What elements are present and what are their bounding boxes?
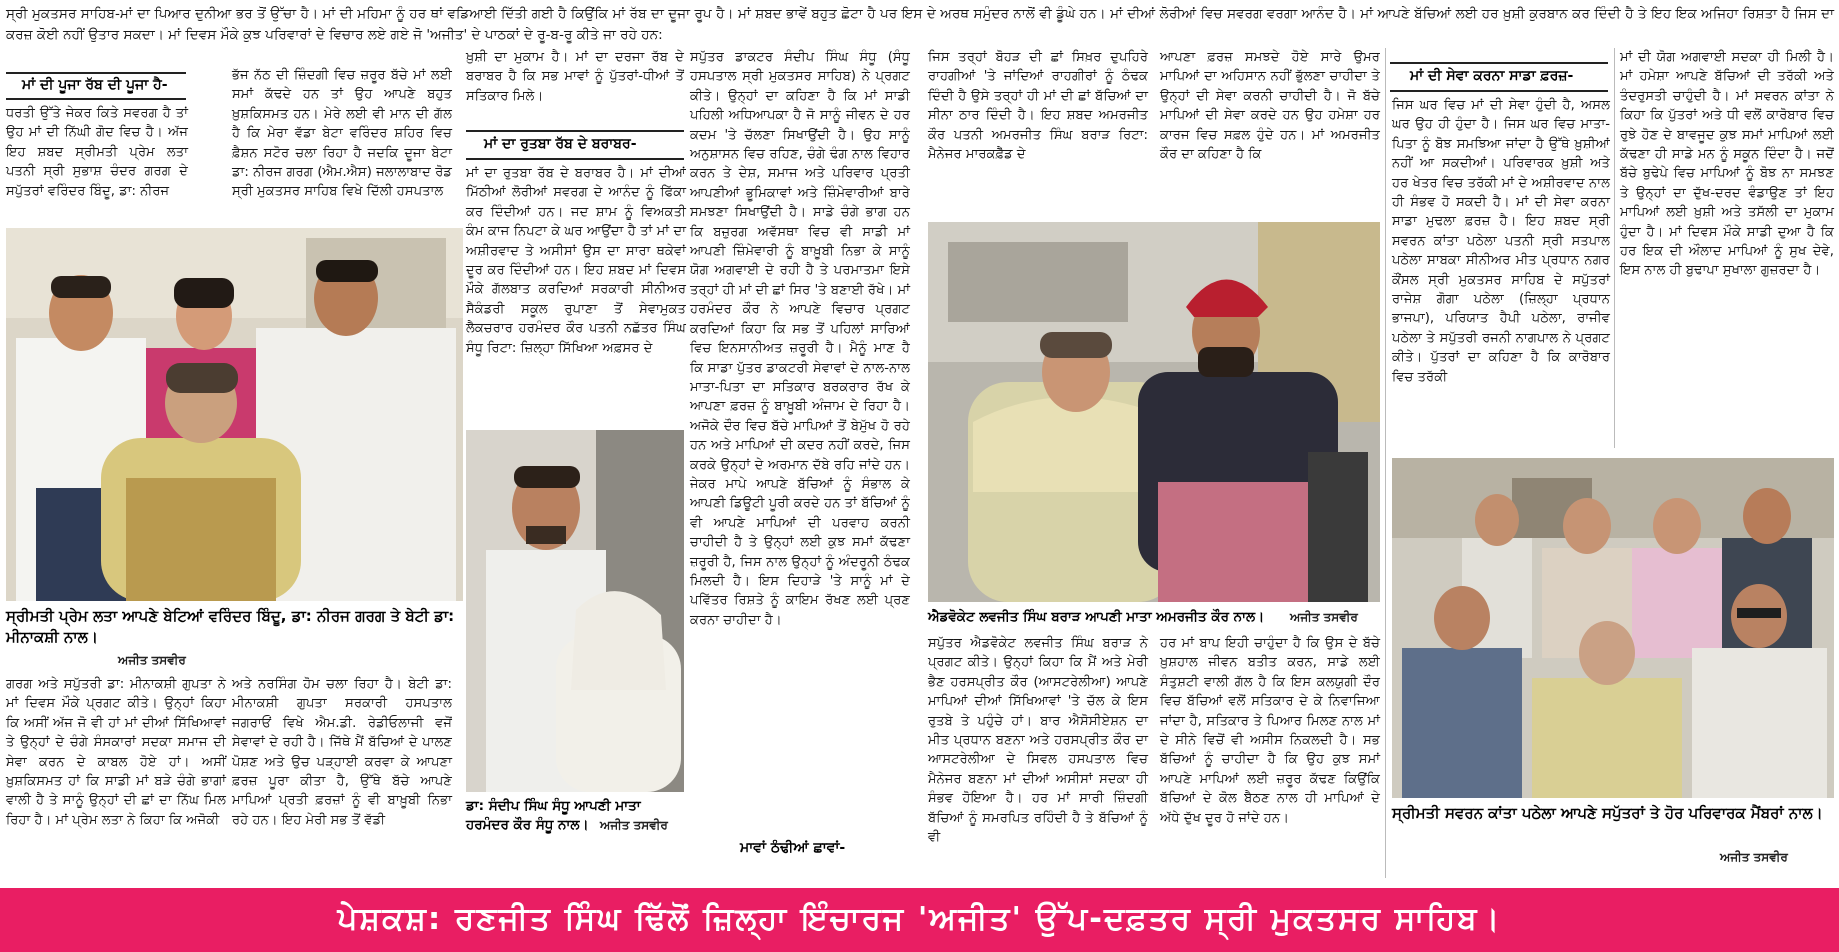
credit-banner: [0, 888, 1839, 952]
heading-rule: [466, 158, 684, 160]
article-text: ਜਿਸ ਤਰ੍ਹਾਂ ਬੋਹੜ ਦੀ ਛਾਂ ਸਿਖ਼ਰ ਦੁਪਹਿਰੇ ਰਾਹਗੀਆਂ 'ਤੇ ਜਾਂਦਿਆਂ ਰਾਹਗੀਰਾਂ ਨੂੰ ਠੰਢਕ ਦਿੰਦੀ ਹੈ ਉਸੇ ਤਰ੍ਹਾਂ ਹੀ ਮਾਂ ਦੀ ਛਾਂ ਬੱਚਿਆਂ ਦਾ ਸੀਨਾ ਠਾਰ ਦਿੰਦੀ ਹੈ। ਇਹ ਸ਼ਬਦ ਅਮਰਜੀਤ ਕੌਰ ਪਤਨੀ ਅਮਰਜੀਤ ਸਿੰਘ ਬਰਾੜ ਰਿਟਾ: ਮੈਨੇਜਰ ਮਾਰਕਫ਼ੈੱਡ ਦੇ: [928, 50, 1148, 163]
photo-credit: ਅਜੀਤ ਤਸਵੀਰ: [118, 653, 186, 667]
section-heading: ਮਾਂ ਦਾ ਰੁਤਬਾ ਰੱਬ ਦੇ ਬਰਾਬਰ-: [484, 136, 637, 152]
article-text: ਸਪੁੱਤਰ ਐਡਵੋਕੇਟ ਲਵਜੀਤ ਸਿੰਘ ਬਰਾੜ ਨੇ ਪ੍ਰਗਟ ਕੀਤੇ। ਉਨ੍ਹਾਂ ਕਿਹਾ ਕਿ ਮੈਂ ਅਤੇ ਮੇਰੀ ਭੈਣ ਹਰਸਪ੍ਰੀਤ ਕੌਰ (ਆਸਟਰੇਲੀਆ) ਆਪਣੇ ਮਾਪਿਆਂ ਦੀਆਂ ਸਿੱਖਿਆਵਾਂ 'ਤੇ ਚੱਲ ਕੇ ਇਸ ਰੁਤਬੇ ਤੇ ਪਹੁੰਚੇ ਹਾਂ। ਬਾਰ ਐਸੋਸੀਏਸ਼ਨ ਦਾ ਮੀਤ ਪ੍ਰਧਾਨ ਬਣਨਾ ਅਤੇ ਹਰਸਪ੍ਰੀਤ ਕੌਰ ਦਾ ਆਸਟਰੇਲੀਆ ਦੇ ਸਿਵਲ ਹਸਪਤਾਲ ਵਿਚ ਮੈਨੇਜਰ ਬਣਨਾ ਮਾਂ ਦੀਆਂ ਅਸੀਸਾਂ ਸਦਕਾ ਹੀ ਸੰਭਵ ਹੋਇਆ ਹੈ। ਹਰ ਮਾਂ ਸਾਰੀ ਜ਼ਿੰਦਗੀ ਬੱਚਿਆਂ ਨੂੰ ਸਮਰਪਿਤ ਰਹਿੰਦੀ ਹੈ ਤੇ ਬੱਚਿਆਂ ਨੂੰ ਵੀ: [928, 636, 1148, 846]
article-text: ਆਪਣਾ ਫ਼ਰਜ਼ ਸਮਝਦੇ ਹੋਏ ਸਾਰੇ ਉਮਰ ਮਾਪਿਆਂ ਦਾ ਅਹਿਸਾਨ ਨਹੀਂ ਭੁੱਲਣਾ ਚਾਹੀਦਾ ਤੇ ਉਨ੍ਹਾਂ ਦੀ ਸੇਵਾ ਕਰਨੀ ਚਾਹੀਦੀ ਹੈ। ਜੋ ਬੱਚੇ ਮਾਪਿਆਂ ਦੀ ਸੇਵਾ ਕਰਦੇ ਹਨ ਉਹ ਹਮੇਸ਼ਾ ਹਰ ਕਾਰਜ ਵਿਚ ਸਫ਼ਲ ਹੁੰਦੇ ਹਨ। ਮਾਂ ਅਮਰਜੀਤ ਕੌਰ ਦਾ ਕਹਿਣਾ ਹੈ ਕਿ: [1160, 50, 1380, 163]
intro-paragraph: ਸ੍ਰੀ ਮੁਕਤਸਰ ਸਾਹਿਬ-ਮਾਂ ਦਾ ਪਿਆਰ ਦੁਨੀਆ ਭਰ ਤੋਂ ਉੱਚਾ ਹੈ। ਮਾਂ ਦੀ ਮਹਿਮਾ ਨੂੰ ਹਰ ਥਾਂ ਵਡਿਆਈ ਦਿੱਤੀ ਗਈ ਹੈ ਕਿਉਂਕਿ ਮਾਂ ਰੱਬ ਦਾ ਦੂਜਾ ਰੂਪ ਹੈ। ਮਾਂ ਸ਼ਬਦ ਭਾਵੇਂ ਬਹੁਤ ਛੋਟਾ ਹੈ ਪਰ ਇਸ ਦੇ ਅਰਥ ਸਮੁੰਦਰ ਨਾਲੋਂ ਵੀ ਡੂੰਘੇ ਹਨ। ਮਾਂ ਦੀਆਂ ਲੋਰੀਆਂ ਵਿਚ ਸਵਰਗ ਵਰਗਾ ਆਨੰਦ ਹੈ। ਮਾਂ ਆਪਣੇ ਬੱਚਿਆਂ ਲਈ ਹਰ ਖ਼ੁਸ਼ੀ ਕੁਰਬਾਨ ਕਰ ਦਿੰਦੀ ਹੈ ਤੇ ਇਹ ਇਕ ਅਜਿਹਾ ਰਿਸ਼ਤਾ ਹੈ ਜਿਸ ਦਾ ਕਰਜ਼ ਕੋਈ ਨਹੀਂ ਉਤਾਰ ਸਕਦਾ। ਮਾਂ ਦਿਵਸ ਮੌਕੇ ਕੁਝ ਪਰਿਵਾਰਾਂ ਦੇ ਵਿਚਾਰ ਲਏ ਗਏ ਜੋ 'ਅਜੀਤ' ਦੇ ਪਾਠਕਾਂ ਦੇ ਰੂ-ਬ-ਰੂ ਕੀਤੇ ਜਾ ਰਹੇ ਹਨ:: [6, 6, 1834, 43]
article-text: ਮਾਂ ਦਾ ਰੁਤਬਾ ਰੱਬ ਦੇ ਬਰਾਬਰ ਹੈ। ਮਾਂ ਦੀਆਂ ਮਿੱਠੀਆਂ ਲੋਰੀਆਂ ਸਵਰਗ ਦੇ ਆਨੰਦ ਨੂੰ ਫਿੱਕਾ ਕਰ ਦਿੰਦੀਆਂ ਹਨ। ਜਦ ਸ਼ਾਮ ਨੂੰ ਵਿਅਕਤੀ ਕੰਮ ਕਾਜ ਨਿਪਟਾ ਕੇ ਘਰ ਆਉਂਦਾ ਹੈ ਤਾਂ ਮਾਂ ਦਾ ਅਸ਼ੀਰਵਾਦ ਤੇ ਅਸੀਸਾਂ ਉਸ ਦਾ ਸਾਰਾ ਥਕੇਵਾਂ ਦੂਰ ਕਰ ਦਿੰਦੀਆਂ ਹਨ। ਇਹ ਸ਼ਬਦ ਮਾਂ ਦਿਵਸ ਮੌਕੇ ਗੱਲਬਾਤ ਕਰਦਿਆਂ ਸਰਕਾਰੀ ਸੀਨੀਅਰ ਸੈਕੰਡਰੀ ਸਕੂਲ ਰੁਪਾਣਾ ਤੋਂ ਸੇਵਾਮੁਕਤ ਲੈਕਚਰਾਰ ਹਰਮੰਦਰ ਕੌਰ ਪਤਨੀ ਨਛੱਤਰ ਸਿੰਘ ਸੰਧੂ ਰਿਟਾ: ਜ਼ਿਲ੍ਹਾ ਸਿੱਖਿਆ ਅਫ਼ਸਰ ਦੇ: [466, 166, 686, 356]
photo-caption: ਸ੍ਰੀਮਤੀ ਪ੍ਰੇਮ ਲਤਾ ਆਪਣੇ ਬੇਟਿਆਂ ਵਰਿੰਦਰ ਬਿੰਦੂ, ਡਾ: ਨੀਰਜ ਗਰਗ ਤੇ ਬੇਟੀ ਡਾ: ਮੀਨਾਕਸ਼ੀ ਨਾਲ।: [6, 607, 455, 646]
family-photo-sandhu: [466, 430, 684, 792]
article-text: ਅਤੇ ਨਰਸਿੰਗ ਹੋਮ ਚਲਾ ਰਿਹਾ ਹੈ। ਬੇਟੀ ਡਾ: ਮੀਨਾਕਸ਼ੀ ਗੁਪਤਾ ਸਰਕਾਰੀ ਹਸਪਤਾਲ ਜਗਰਾਓਂ ਵਿਖੇ ਐਮ.ਡੀ. ਰੇਡੀਓਲਾਜੀ ਵਜੋਂ ਸੇਵਾਵਾਂ ਦੇ ਰਹੀ ਹੈ। ਜਿੱਥੇ ਮੈਂ ਬੱਚਿਆਂ ਦੇ ਪਾਲਣ ਪੋਸ਼ਣ ਅਤੇ ਉਚ ਪੜ੍ਹਾਈ ਕਰਵਾ ਕੇ ਆਪਣਾ ਫ਼ਰਜ਼ ਪੂਰਾ ਕੀਤਾ ਹੈ, ਉੱਥੇ ਬੱਚੇ ਆਪਣੇ ਮਾਪਿਆਂ ਪ੍ਰਤੀ ਫ਼ਰਜ਼ਾਂ ਨੂੰ ਵੀ ਬਾਖ਼ੂਬੀ ਨਿਭਾ ਰਹੇ ਹਨ। ਇਹ ਮੇਰੀ ਸਭ ਤੋਂ ਵੱਡੀ: [232, 677, 452, 828]
article-text: ਧਰਤੀ ਉੱਤੇ ਜੇਕਰ ਕਿਤੇ ਸਵਰਗ ਹੈ ਤਾਂ ਉਹ ਮਾਂ ਦੀ ਨਿੱਘੀ ਗੋਦ ਵਿਚ ਹੈ। ਅੱਜ ਇਹ ਸ਼ਬਦ ਸ੍ਰੀਮਤੀ ਪ੍ਰੇਮ ਲਤਾ ਪਤਨੀ ਸ੍ਰੀ ਸੁਭਾਸ਼ ਚੰਦਰ ਗਰਗ ਦੇ ਸਪੁੱਤਰਾਂ ਵਰਿੰਦਰ ਬਿੰਦੂ, ਡਾ: ਨੀਰਜ: [6, 106, 188, 199]
article-text: ਹਰ ਮਾਂ ਬਾਪ ਇਹੀ ਚਾਹੁੰਦਾ ਹੈ ਕਿ ਉਸ ਦੇ ਬੱਚੇ ਖ਼ੁਸ਼ਹਾਲ ਜੀਵਨ ਬਤੀਤ ਕਰਨ, ਸਾਡੇ ਲਈ ਸੰਤੁਸ਼ਟੀ ਵਾਲੀ ਗੱਲ ਹੈ ਕਿ ਇਸ ਕਲਯੁਗੀ ਦੌਰ ਵਿਚ ਬੱਚਿਆਂ ਵਲੋਂ ਸਤਿਕਾਰ ਦੇ ਕੇ ਨਿਵਾਜਿਆ ਜਾਂਦਾ ਹੈ, ਸਤਿਕਾਰ ਤੇ ਪਿਆਰ ਮਿਲਣ ਨਾਲ ਮਾਂ ਦੇ ਸੀਨੇ ਵਿਚੋਂ ਵੀ ਅਸੀਸ ਨਿਕਲਦੀ ਹੈ। ਸਭ ਬੱਚਿਆਂ ਨੂੰ ਚਾਹੀਦਾ ਹੈ ਕਿ ਉਹ ਕੁਝ ਸਮਾਂ ਆਪਣੇ ਮਾਪਿਆਂ ਲਈ ਜ਼ਰੂਰ ਕੱਢਣ ਕਿਉਂਕਿ ਬੱਚਿਆਂ ਦੇ ਕੋਲ ਬੈਠਣ ਨਾਲ ਹੀ ਮਾਪਿਆਂ ਦੇ ਅੱਧੇ ਦੁੱਖ ਦੂਰ ਹੋ ਜਾਂਦੇ ਹਨ।: [1160, 636, 1380, 826]
heading-rule: [6, 98, 186, 100]
photo-credit: ਅਜੀਤ ਤਸਵੀਰ: [600, 818, 668, 832]
family-photo-pathela: [1392, 458, 1834, 798]
heading-rule: [6, 72, 186, 74]
section-heading: ਮਾਵਾਂ ਠੰਢੀਆਂ ਛਾਵਾਂ-: [740, 840, 846, 856]
column-divider: [1385, 48, 1386, 878]
article-text: ਮਾਂ ਦੀ ਯੋਗ ਅਗਵਾਈ ਸਦਕਾ ਹੀ ਮਿਲੀ ਹੈ। ਮਾਂ ਹਮੇਸ਼ਾ ਆਪਣੇ ਬੱਚਿਆਂ ਦੀ ਤਰੱਕੀ ਅਤੇ ਤੰਦਰੁਸਤੀ ਚਾਹੁੰਦੀ ਹੈ। ਮਾਂ ਸਵਰਨ ਕਾਂਤਾ ਨੇ ਕਿਹਾ ਕਿ ਪੁੱਤਰਾਂ ਅਤੇ ਧੀ ਵਲੋਂ ਕਾਰੋਬਾਰ ਵਿਚ ਰੁਝੇ ਹੋਣ ਦੇ ਬਾਵਜੂਦ ਕੁਝ ਸਮਾਂ ਮਾਪਿਆਂ ਲਈ ਕੱਢਣਾ ਹੀ ਸਾਡੇ ਮਨ ਨੂੰ ਸਕੂਨ ਦਿੰਦਾ ਹੈ। ਜਦੋਂ ਬੱਚੇ ਬੁਢੇਪੇ ਵਿਚ ਮਾਪਿਆਂ ਨੂੰ ਬੋਝ ਨਾ ਸਮਝਣ ਤੇ ਉਨ੍ਹਾਂ ਦਾ ਦੁੱਖ-ਦਰਦ ਵੰਡਾਉਣ ਤਾਂ ਇਹ ਮਾਪਿਆਂ ਲਈ ਖ਼ੁਸ਼ੀ ਅਤੇ ਤਸੱਲੀ ਦਾ ਮੁਕਾਮ ਹੁੰਦਾ ਹੈ। ਮਾਂ ਦਿਵਸ ਮੌਕੇ ਸਾਡੀ ਦੁਆ ਹੈ ਕਿ ਹਰ ਇਕ ਦੀ ਔਲਾਦ ਮਾਪਿਆਂ ਨੂੰ ਸੁਖ ਦੇਵੇ, ਇਸ ਨਾਲ ਹੀ ਬੁਢਾਪਾ ਸੁਖਾਲਾ ਗੁਜ਼ਰਦਾ ਹੈ।: [1620, 50, 1834, 279]
family-photo-garg: [6, 228, 463, 601]
photo-caption: ਸ੍ਰੀਮਤੀ ਸਵਰਨ ਕਾਂਤਾ ਪਠੇਲਾ ਆਪਣੇ ਸਪੁੱਤਰਾਂ ਤੇ ਹੋਰ ਪਰਿਵਾਰਕ ਮੈਂਬਰਾਂ ਨਾਲ।: [1392, 804, 1823, 822]
photo-credit: ਅਜੀਤ ਤਸਵੀਰ: [1290, 610, 1358, 624]
article-text: ਸਪੁੱਤਰ ਡਾਕਟਰ ਸੰਦੀਪ ਸਿੰਘ ਸੰਧੂ (ਸੰਧੂ ਹਸਪਤਾਲ ਸ੍ਰੀ ਮੁਕਤਸਰ ਸਾਹਿਬ) ਨੇ ਪ੍ਰਗਟ ਕੀਤੇ। ਉਨ੍ਹਾਂ ਦਾ ਕਹਿਣਾ ਹੈ ਕਿ ਮਾਂ ਸਾਡੀ ਪਹਿਲੀ ਅਧਿਆਪਕਾ ਹੈ ਜੋ ਸਾਨੂੰ ਜੀਵਨ ਦੇ ਹਰ ਕਦਮ 'ਤੇ ਚੱਲਣਾ ਸਿਖਾਉਂਦੀ ਹੈ। ਉਹ ਸਾਨੂੰ ਅਨੁਸ਼ਾਸਨ ਵਿਚ ਰਹਿਣ, ਚੰਗੇ ਢੰਗ ਨਾਲ ਵਿਹਾਰ ਕਰਨ ਤੇ ਦੇਸ਼, ਸਮਾਜ ਅਤੇ ਪਰਿਵਾਰ ਪ੍ਰਤੀ ਆਪਣੀਆਂ ਭੂਮਿਕਾਵਾਂ ਅਤੇ ਜ਼ਿੰਮੇਵਾਰੀਆਂ ਬਾਰੇ ਸਮਝਣਾ ਸਿਖਾਉਂਦੀ ਹੈ। ਸਾਡੇ ਚੰਗੇ ਭਾਗ ਹਨ ਕਿ ਬਜ਼ੁਰਗ ਅਵੱਸਥਾ ਵਿਚ ਵੀ ਸਾਡੀ ਮਾਂ ਆਪਣੀ ਜ਼ਿੰਮੇਵਾਰੀ ਨੂੰ ਬਾਖ਼ੂਬੀ ਨਿਭਾ ਕੇ ਸਾਨੂੰ ਯੋਗ ਅਗਵਾਈ ਦੇ ਰਹੀ ਹੈ ਤੇ ਪਰਮਾਤਮਾ ਇਸੇ ਤਰ੍ਹਾਂ ਹੀ ਮਾਂ ਦੀ ਛਾਂ ਸਿਰ 'ਤੇ ਬਣਾਈ ਰੱਖੇ। ਮਾਂ ਹਰਮੰਦਰ ਕੌਰ ਨੇ ਆਪਣੇ ਵਿਚਾਰ ਪ੍ਰਗਟ ਕਰਦਿਆਂ ਕਿਹਾ ਕਿ ਸਭ ਤੋਂ ਪਹਿਲਾਂ ਸਾਰਿਆਂ ਵਿਚ ਇਨਸਾਨੀਅਤ ਜ਼ਰੂਰੀ ਹੈ। ਮੈਨੂੰ ਮਾਣ ਹੈ ਕਿ ਸਾਡਾ ਪੁੱਤਰ ਡਾਕਟਰੀ ਸੇਵਾਵਾਂ ਦੇ ਨਾਲ-ਨਾਲ ਮਾਤਾ-ਪਿਤਾ ਦਾ ਸਤਿਕਾਰ ਬਰਕਰਾਰ ਰੱਖ ਕੇ ਆਪਣਾ ਫ਼ਰਜ਼ ਨੂੰ ਬਾਖ਼ੂਬੀ ਅੰਜਾਮ ਦੇ ਰਿਹਾ ਹੈ। ਅਜੋਕੇ ਦੌਰ ਵਿਚ ਬੱਚੇ ਮਾਪਿਆਂ ਤੋਂ ਬੇਮੁੱਖ ਹੋ ਰਹੇ ਹਨ ਅਤੇ ਮਾਪਿਆਂ ਦੀ ਕਦਰ ਨਹੀਂ ਕਰਦੇ, ਜਿਸ ਕਰਕੇ ਉਨ੍ਹਾਂ ਦੇ ਅਰਮਾਨ ਦੱਬੇ ਰਹਿ ਜਾਂਦੇ ਹਨ। ਜੇਕਰ ਮਾਪੇ ਆਪਣੇ ਬੱਚਿਆਂ ਨੂੰ ਸੰਭਾਲ ਕੇ ਆਪਣੀ ਡਿਊਟੀ ਪੂਰੀ ਕਰਦੇ ਹਨ ਤਾਂ ਬੱਚਿਆਂ ਨੂੰ ਵੀ ਆਪਣੇ ਮਾਪਿਆਂ ਦੀ ਪਰਵਾਹ ਕਰਨੀ ਚਾਹੀਦੀ ਹੈ ਤੇ ਉਨ੍ਹਾਂ ਲਈ ਕੁਝ ਸਮਾਂ ਕੱਢਣਾ ਜ਼ਰੂਰੀ ਹੈ, ਜਿਸ ਨਾਲ ਉਨ੍ਹਾਂ ਨੂੰ ਅੰਦਰੂਨੀ ਠੰਢਕ ਮਿਲਦੀ ਹੈ। ਇਸ ਦਿਹਾੜੇ 'ਤੇ ਸਾਨੂੰ ਮਾਂ ਦੇ ਪਵਿੱਤਰ ਰਿਸ਼ਤੇ ਨੂੰ ਕਾਇਮ ਰੱਖਣ ਲਈ ਪ੍ਰਣ ਕਰਨਾ ਚਾਹੀਦਾ ਹੈ।: [690, 50, 910, 628]
article-text: ਗਰਗ ਅਤੇ ਸਪੁੱਤਰੀ ਡਾ: ਮੀਨਾਕਸ਼ੀ ਗੁਪਤਾ ਨੇ ਮਾਂ ਦਿਵਸ ਮੌਕੇ ਪ੍ਰਗਟ ਕੀਤੇ। ਉਨ੍ਹਾਂ ਕਿਹਾ ਕਿ ਅਸੀਂ ਅੱਜ ਜੋ ਵੀ ਹਾਂ ਮਾਂ ਦੀਆਂ ਸਿੱਖਿਆਵਾਂ ਤੇ ਉਨ੍ਹਾਂ ਦੇ ਚੰਗੇ ਸੰਸਕਾਰਾਂ ਸਦਕਾ ਸਮਾਜ ਦੀ ਸੇਵਾ ਕਰਨ ਦੇ ਕਾਬਲ ਹੋਏ ਹਾਂ। ਅਸੀਂ ਖ਼ੁਸ਼ਕਿਸਮਤ ਹਾਂ ਕਿ ਸਾਡੀ ਮਾਂ ਬੜੇ ਚੰਗੇ ਭਾਗਾਂ ਵਾਲੀ ਹੈ ਤੇ ਸਾਨੂੰ ਉਨ੍ਹਾਂ ਦੀ ਛਾਂ ਦਾ ਨਿੱਘ ਮਿਲ ਰਿਹਾ ਹੈ। ਮਾਂ ਪ੍ਰੇਮ ਲਤਾ ਨੇ ਕਿਹਾ ਕਿ ਅਜੋਕੀ: [6, 677, 226, 828]
heading-rule: [1390, 90, 1608, 92]
section-heading: ਮਾਂ ਦੀ ਪੂਜਾ ਰੱਬ ਦੀ ਪੂਜਾ ਹੈ-: [22, 77, 168, 93]
article-text: ਖ਼ੁਸ਼ੀ ਦਾ ਮੁਕਾਮ ਹੈ। ਮਾਂ ਦਾ ਦਰਜਾ ਰੱਬ ਦੇ ਬਰਾਬਰ ਹੈ ਕਿ ਸਭ ਮਾਵਾਂ ਨੂੰ ਪੁੱਤਰਾਂ-ਧੀਆਂ ਤੋਂ ਸਤਿਕਾਰ ਮਿਲੇ।: [466, 50, 684, 104]
photo-caption: ਡਾ: ਸੰਦੀਪ ਸਿੰਘ ਸੰਧੂ ਆਪਣੀ ਮਾਤਾ ਹਰਮੰਦਰ ਕੌਰ ਸੰਧੂ ਨਾਲ।: [466, 798, 641, 833]
heading-rule: [466, 130, 684, 132]
article-text: ਭੱਜ ਨੱਠ ਦੀ ਜ਼ਿੰਦਗੀ ਵਿਚ ਜ਼ਰੂਰ ਬੱਚੇ ਮਾਂ ਲਈ ਸਮਾਂ ਕੱਢਦੇ ਹਨ ਤਾਂ ਉਹ ਆਪਣੇ ਬਹੁਤ ਖ਼ੁਸ਼ਕਿਸਮਤ ਹਨ। ਮੇਰੇ ਲਈ ਵੀ ਮਾਨ ਦੀ ਗੱਲ ਹੈ ਕਿ ਮੇਰਾ ਵੱਡਾ ਬੇਟਾ ਵਰਿੰਦਰ ਸ਼ਹਿਰ ਵਿਚ ਫ਼ੈਸ਼ਨ ਸਟੋਰ ਚਲਾ ਰਿਹਾ ਹੈ ਜਦਕਿ ਦੂਜਾ ਬੇਟਾ ਡਾ: ਨੀਰਜ ਗਰਗ (ਐਮ.ਐਸ) ਜਲਾਲਾਬਾਦ ਰੋਡ ਸ੍ਰੀ ਮੁਕਤਸਰ ਸਾਹਿਬ ਵਿਖੇ ਦਿੱਲੀ ਹਸਪਤਾਲ: [232, 68, 452, 200]
column-divider: [1614, 48, 1615, 448]
section-heading: ਮਾਂ ਦੀ ਸੇਵਾ ਕਰਨਾ ਸਾਡਾ ਫ਼ਰਜ਼-: [1410, 68, 1574, 84]
article-text: ਜਿਸ ਘਰ ਵਿਚ ਮਾਂ ਦੀ ਸੇਵਾ ਹੁੰਦੀ ਹੈ, ਅਸਲ ਘਰ ਉਹ ਹੀ ਹੁੰਦਾ ਹੈ। ਜਿਸ ਘਰ ਵਿਚ ਮਾਤਾ-ਪਿਤਾ ਨੂੰ ਬੋਝ ਸਮਝਿਆ ਜਾਂਦਾ ਹੈ ਉੱਥੇ ਖ਼ੁਸ਼ੀਆਂ ਨਹੀਂ ਆ ਸਕਦੀਆਂ। ਪਰਿਵਾਰਕ ਖ਼ੁਸ਼ੀ ਅਤੇ ਹਰ ਖੇਤਰ ਵਿਚ ਤਰੱਕੀ ਮਾਂ ਦੇ ਅਸ਼ੀਰਵਾਦ ਨਾਲ ਹੀ ਸੰਭਵ ਹੋ ਸਕਦੀ ਹੈ। ਮਾਂ ਦੀ ਸੇਵਾ ਕਰਨਾ ਸਾਡਾ ਮੁਢਲਾ ਫ਼ਰਜ਼ ਹੈ। ਇਹ ਸ਼ਬਦ ਸ੍ਰੀ ਸਵਰਨ ਕਾਂਤਾ ਪਠੇਲਾ ਪਤਨੀ ਸ੍ਰੀ ਸਤਪਾਲ ਪਠੇਲਾ ਸਾਬਕਾ ਸੀਨੀਅਰ ਮੀਤ ਪ੍ਰਧਾਨ ਨਗਰ ਕੌਂਸਲ ਸ੍ਰੀ ਮੁਕਤਸਰ ਸਾਹਿਬ ਦੇ ਸਪੁੱਤਰਾਂ ਰਾਜੇਸ਼ ਗੋਗਾ ਪਠੇਲਾ (ਜ਼ਿਲ੍ਹਾ ਪ੍ਰਧਾਨ ਭਾਜਪਾ), ਪਰਿਯਾਤ ਹੈਪੀ ਪਠੇਲਾ, ਰਾਜੀਵ ਪਠੇਲਾ ਤੇ ਸਪੁੱਤਰੀ ਰਜਨੀ ਨਾਗਪਾਲ ਨੇ ਪ੍ਰਗਟ ਕੀਤੇ। ਪੁੱਤਰਾਂ ਦਾ ਕਹਿਣਾ ਹੈ ਕਿ ਕਾਰੋਬਾਰ ਵਿਚ ਤਰੱਕੀ: [1392, 98, 1610, 385]
photo-caption: ਐਡਵੋਕੇਟ ਲਵਜੀਤ ਸਿੰਘ ਬਰਾੜ ਆਪਣੀ ਮਾਤਾ ਅਮਰਜੀਤ ਕੌਰ ਨਾਲ।: [928, 609, 1265, 625]
heading-rule: [1390, 62, 1608, 64]
banner-text: ਪੇਸ਼ਕਸ਼: ਰਣਜੀਤ ਸਿੰਘ ਢਿੱਲੋਂ ਜ਼ਿਲ੍ਹਾ ਇੰਚਾਰਜ 'ਅਜੀਤ' ਉੱਪ-ਦਫ਼ਤਰ ਸ੍ਰੀ ਮੁਕਤਸਰ ਸਾਹਿਬ।: [337, 901, 1502, 937]
family-photo-brar: [928, 222, 1380, 602]
photo-credit: ਅਜੀਤ ਤਸਵੀਰ: [1720, 850, 1788, 864]
